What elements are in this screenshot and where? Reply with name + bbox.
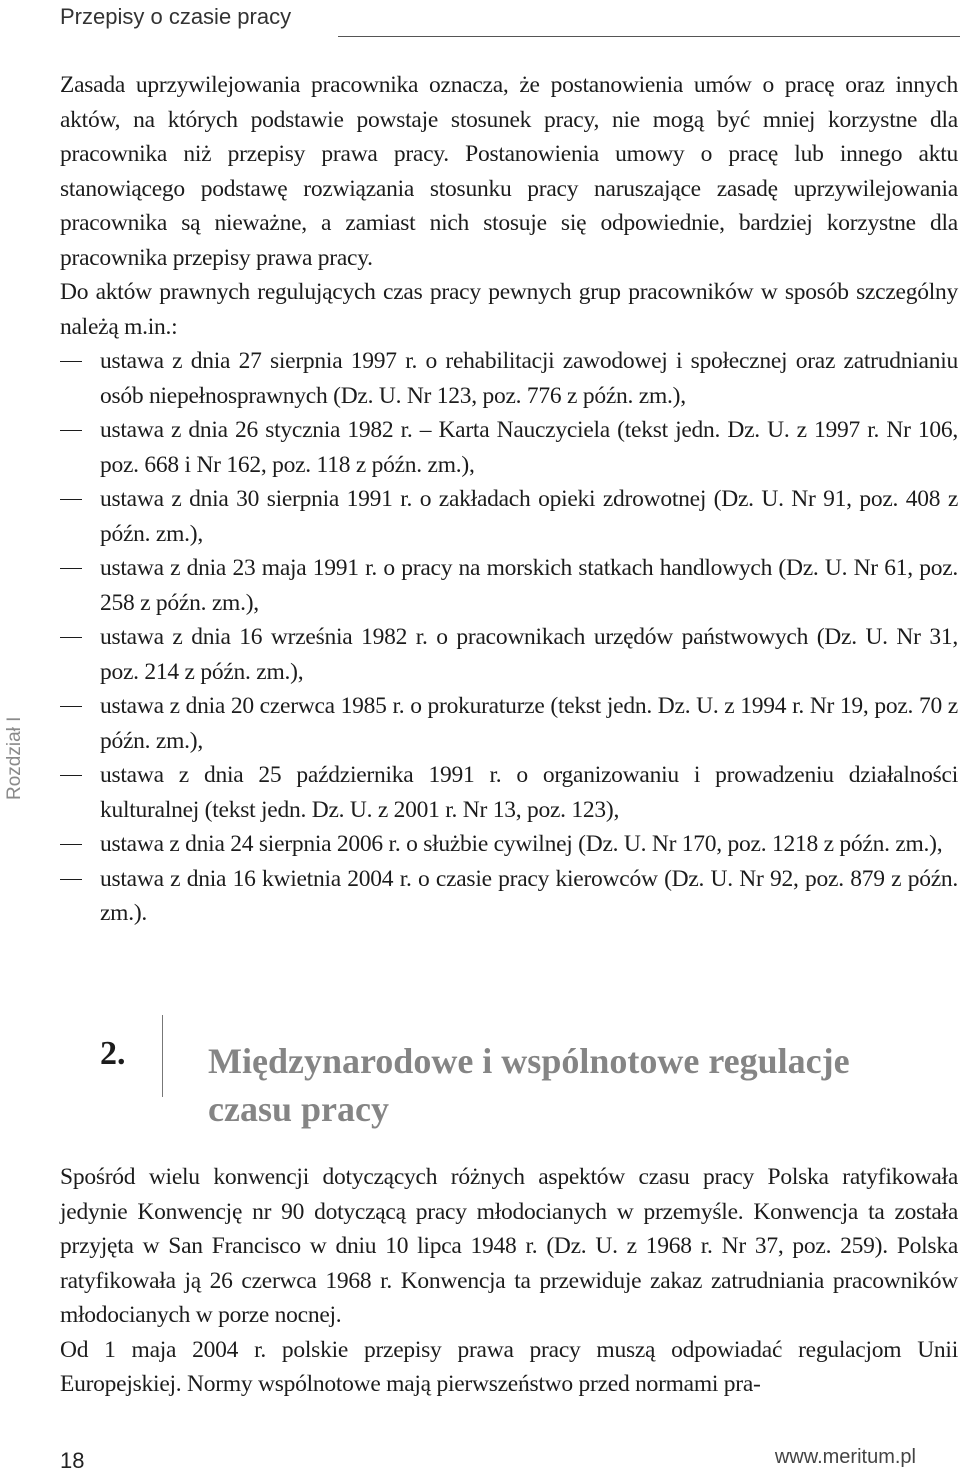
legal-acts-list xyxy=(60,344,958,931)
paragraph-eu-regulations: Od 1 maja 2004 r. polskie przepisy prawa pracy muszą odpowiadać regulacjom Unii Europejskiej. Normy wspólnotowe mają pierwszeństwo przed normami pra- xyxy=(60,1336,958,1397)
list-item xyxy=(60,344,958,413)
list-item-text: ustawa z dnia 25 października 1991 r. o organizowaniu i prowadzeniu działalności kulturalnej (tekst jedn. Dz. U. z 2001 r. Nr 13, poz. 123), xyxy=(100,762,958,823)
list-item xyxy=(60,551,958,620)
page-header xyxy=(60,2,960,36)
header-rule xyxy=(338,36,960,37)
list-item xyxy=(60,413,958,482)
list-item xyxy=(60,620,958,689)
list-item xyxy=(60,689,958,758)
main-content xyxy=(60,68,958,931)
section-number: 2. xyxy=(100,1035,126,1072)
paragraph-conventions: Spośród wielu konwencji dotyczących różnych aspektów czasu pracy Polska ratyfikowała jedynie Konwencję nr 90 dotyczącą pracy młodocianych w przemyśle. Konwencja ta została przyjęta w San Francisco w dniu 10 lipca 1948 r. (Dz. U. z 1968 r. Nr 37, poz. 259). Polska ratyfikowała ją 26 czerwca 1968 r. Konwencja ta przewiduje zakaz zatrudniania pracowników młodocianych w porze nocnej. xyxy=(60,1164,958,1328)
list-item-text: ustawa z dnia 26 stycznia 1982 r. – Karta Nauczyciela (tekst jedn. Dz. U. z 1997 r. Nr 106, poz. 668 i Nr 162, poz. 118 z późn. zm.), xyxy=(100,417,958,478)
section-content xyxy=(60,1160,958,1402)
list-item xyxy=(60,862,958,931)
list-item xyxy=(60,482,958,551)
list-item-text: ustawa z dnia 16 kwietnia 2004 r. o czasie pracy kierowców (Dz. U. Nr 92, poz. 879 z późn. zm.). xyxy=(100,865,958,926)
running-header-title: Przepisy o czasie pracy xyxy=(60,4,292,29)
list-item xyxy=(60,827,958,862)
list-item-text: ustawa z dnia 27 sierpnia 1997 r. o rehabilitacji zawodowej i społecznej oraz zatrudnianiu osób niepełnosprawnych (Dz. U. Nr 123, poz. 776 z późn. zm.), xyxy=(100,348,958,409)
list-item-text: ustawa z dnia 24 sierpnia 2006 r. o służbie cywilnej (Dz. U. Nr 170, poz. 1218 z późn. zm.), xyxy=(100,831,943,857)
section-heading xyxy=(100,1015,920,1130)
chapter-side-label: Rozdział I xyxy=(4,716,25,800)
paragraph-principle: Zasada uprzywilejowania pracownika oznacza, że postanowienia umów o pracę oraz innych aktów, na których podstawie powstaje stosunek pracy, nie mogą być mniej korzystne dla pracownika niż przepisy prawa pracy. Postanowienia umowy o pracę lub innego aktu stanowiącego podstawę rozwiązania stosunku pracy naruszające zasadę uprzywilejowania pracownika są nieważne, a zamiast nich stosuje się odpowiednie, bardziej korzystne dla pracownika przepisy prawa pracy. xyxy=(60,72,958,271)
footer-url: www.meritum.pl xyxy=(774,1446,916,1468)
section-title: Międzynarodowe i wspólnotowe regulacje czasu pracy xyxy=(208,1041,850,1129)
section-divider xyxy=(162,1015,163,1097)
list-item-text: ustawa z dnia 16 września 1982 r. o pracownikach urzędów państwowych (Dz. U. Nr 31, poz. 214 z późn. zm.), xyxy=(100,624,958,685)
page-number: 18 xyxy=(60,1448,85,1473)
list-item-text: ustawa z dnia 30 sierpnia 1991 r. o zakładach opieki zdrowotnej (Dz. U. Nr 91, poz. 408 z późn. zm.), xyxy=(100,486,958,547)
list-item xyxy=(60,758,958,827)
paragraph-legal-acts-intro: Do aktów prawnych regulujących czas pracy pewnych grup pracowników w sposób szczególny należą m.in.: xyxy=(60,279,958,340)
list-item-text: ustawa z dnia 20 czerwca 1985 r. o prokuraturze (tekst jedn. Dz. U. z 1994 r. Nr 19, poz. 70 z późn. zm.), xyxy=(100,693,958,754)
list-item-text: ustawa z dnia 23 maja 1991 r. o pracy na morskich statkach handlowych (Dz. U. Nr 61, poz. 258 z późn. zm.), xyxy=(100,555,958,616)
